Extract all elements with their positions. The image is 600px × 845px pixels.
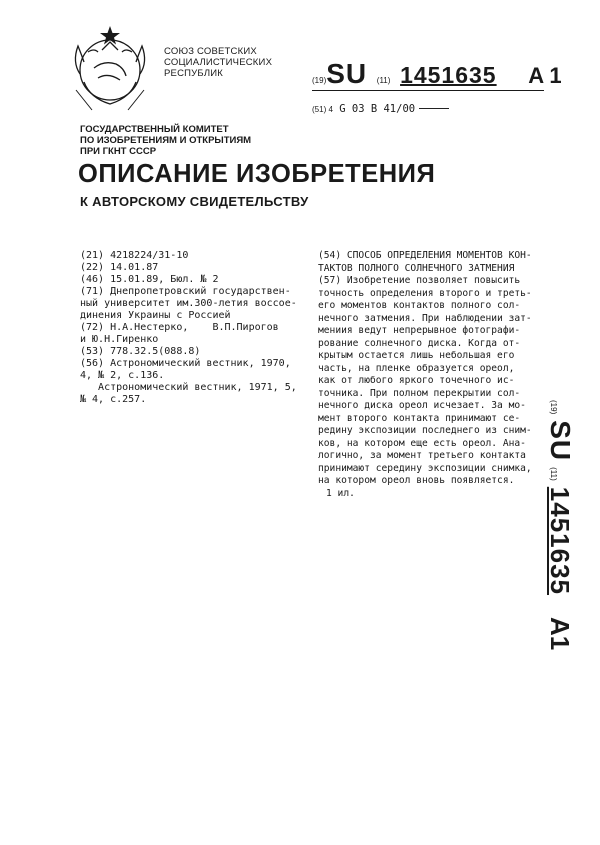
abstract-line: ТАКТОВ ПОЛНОГО СОЛНЕЧНОГО ЗАТМЕНИЯ bbox=[318, 262, 515, 274]
abstract-line: нечного затмения. При наблюдении зат- bbox=[318, 312, 532, 324]
biblio-line: и Ю.Н.Гиренко bbox=[80, 334, 159, 345]
abstract-line: логично, за момент третьего контакта bbox=[318, 450, 526, 461]
biblio-line: ный университет им.300-летия воссое- bbox=[80, 298, 297, 309]
country-code-label: (19) bbox=[312, 76, 327, 85]
patent-number: 1451635 bbox=[400, 62, 497, 88]
committee-line: ПРИ ГКНТ СССР bbox=[80, 146, 157, 157]
abstract-line: мент второго контакта принимают се- bbox=[318, 412, 521, 424]
side-patent-kind: A1 bbox=[545, 617, 575, 651]
biblio-line: 4, № 2, с.136. bbox=[80, 370, 165, 381]
state-name bbox=[164, 46, 304, 79]
biblio-line: динения Украины с Россией bbox=[80, 310, 231, 321]
ipc-code-label: (51) 4 bbox=[312, 105, 333, 114]
abstract-line: часть, на пленке образуется ореол, bbox=[318, 362, 515, 374]
abstract-line: 1 ил. bbox=[326, 487, 355, 499]
biblio-line: (71) Днепропетровский государствен- bbox=[80, 286, 291, 297]
abstract-line: рование солнечного диска. Когда от- bbox=[318, 337, 521, 349]
number-code-label: (11) bbox=[376, 76, 391, 85]
abstract-line: как от любого яркого точечного ис- bbox=[318, 375, 515, 386]
abstract-line: редину экспозиции последнего из сним- bbox=[318, 425, 532, 436]
state-name-line: СОЦИАЛИСТИЧЕСКИХ bbox=[164, 57, 273, 68]
biblio-line: (53) 778.32.5(088.8) bbox=[80, 346, 201, 357]
abstract-line: мениия ведут непрерывное фотографи- bbox=[318, 325, 521, 336]
biblio-line: № 4, с.257. bbox=[80, 394, 147, 405]
bibliographic-data bbox=[80, 250, 310, 406]
country: SU bbox=[326, 58, 368, 89]
committee-line: ПО ИЗОБРЕТЕНИЯМ И ОТКРЫТИЯМ bbox=[80, 135, 252, 146]
ipc-classification: G 03 B 41/00 bbox=[339, 103, 416, 115]
biblio-line: (22) 14.01.87 bbox=[80, 262, 159, 273]
side-country-code-label: (19) bbox=[549, 400, 558, 415]
abstract-line: нечного диска ореол исчезает. За мо- bbox=[318, 400, 526, 411]
document-title: ОПИСАНИЕ ИЗОБРЕТЕНИЯ bbox=[78, 160, 436, 188]
abstract-line: крытым остается лишь небольшая его bbox=[318, 350, 515, 361]
abstract-line: его моментов контактов полного сол- bbox=[318, 300, 521, 311]
biblio-line: (72) Н.А.Нестерко, В.П.Пирогов bbox=[80, 322, 279, 333]
abstract-line: на котором ореол вновь появляется. bbox=[318, 475, 515, 486]
side-patent-number-value: 1451635 bbox=[545, 486, 575, 596]
biblio-line: (56) Астрономический вестник, 1970, bbox=[80, 358, 291, 369]
emblem-icon bbox=[64, 22, 156, 114]
state-name-line: РЕСПУБЛИК bbox=[164, 68, 224, 79]
side-country: SU bbox=[545, 420, 576, 462]
side-patent-number bbox=[546, 400, 582, 700]
committee bbox=[80, 124, 320, 157]
ussr-emblem bbox=[64, 22, 156, 114]
patent-kind: A 1 bbox=[528, 63, 562, 88]
ipc-line bbox=[312, 103, 449, 115]
abstract-line: ков, на котором еще есть ореол. Ана- bbox=[318, 437, 526, 449]
ipc-rule bbox=[419, 108, 449, 109]
abstract-line: принимают середину экспозиции снимка, bbox=[318, 462, 532, 474]
state-name-line: СОЮЗ СОВЕТСКИХ bbox=[164, 46, 257, 57]
abstract bbox=[318, 250, 554, 500]
biblio-line: (21) 4218224/31-10 bbox=[80, 250, 189, 261]
abstract-line: точность определения второго и треть- bbox=[318, 287, 532, 299]
header-rule bbox=[312, 90, 544, 91]
patent-number-block bbox=[312, 58, 592, 88]
biblio-line: (46) 15.01.89, Бюл. № 2 bbox=[80, 274, 219, 285]
abstract-line: (54) СПОСОБ ОПРЕДЕЛЕНИЯ МОМЕНТОВ КОН- bbox=[318, 250, 532, 261]
abstract-line: (57) Изобретение позволяет повысить bbox=[318, 275, 521, 286]
biblio-line: Астрономический вестник, 1971, 5, bbox=[80, 382, 297, 393]
side-number-code-label: (11) bbox=[549, 467, 558, 481]
document-subtitle: К АВТОРСКОМУ СВИДЕТЕЛЬСТВУ bbox=[80, 194, 309, 209]
committee-line: ГОСУДАРСТВЕННЫЙ КОМИТЕТ bbox=[80, 124, 229, 135]
abstract-line: точника. При полном перекрытии сол- bbox=[318, 387, 521, 399]
